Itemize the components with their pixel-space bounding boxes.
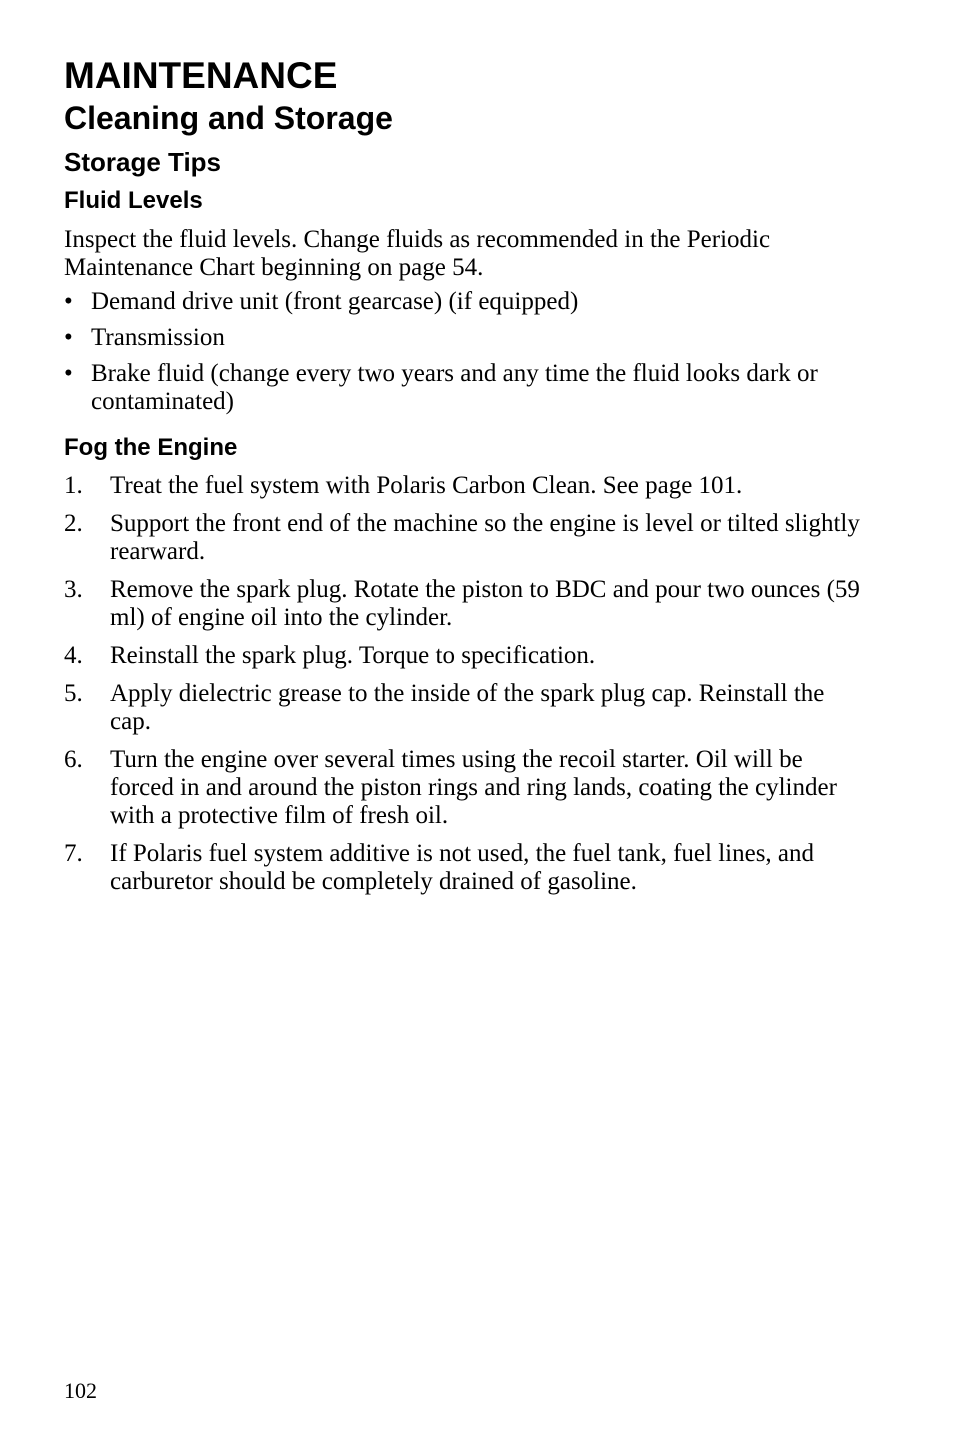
step-number: 2. <box>64 510 83 537</box>
step-number: 1. <box>64 472 83 499</box>
step-text: If Polaris fuel system additive is not used, the fuel tank, fuel lines, and carburetor should be completely drained of gasoline. <box>110 840 815 895</box>
step-text: Support the front end of the machine so the engine is level or tilted slightly rearward. <box>110 510 860 565</box>
step-item <box>64 840 864 896</box>
step-text: Apply dielectric grease to the inside of the spark plug cap. Reinstall the cap. <box>110 680 825 735</box>
bullet-mark: • <box>64 288 73 315</box>
list-item <box>64 288 864 316</box>
fog-engine-heading: Fog the Engine <box>64 434 238 461</box>
list-item-text: Brake fluid (change every two years and any time the fluid looks dark or contaminated) <box>91 360 818 415</box>
page-title: Cleaning and Storage <box>64 100 393 136</box>
list-item <box>64 324 864 352</box>
page-number: 102 <box>64 1378 97 1403</box>
fluid-levels-list <box>64 288 864 424</box>
list-item-text: Demand drive unit (front gearcase) (if equipped) <box>91 288 579 315</box>
section-heading: MAINTENANCE <box>64 55 338 96</box>
step-item <box>64 510 864 566</box>
step-text: Reinstall the spark plug. Torque to specification. <box>110 642 596 669</box>
step-text: Turn the engine over several times using the recoil starter. Oil will be forced in and around the piston rings and ring lands, coating the cylinder with a protective film of fresh oil. <box>110 746 837 829</box>
fluid-levels-intro: Inspect the fluid levels. Change fluids as recommended in the Periodic Maintenance Chart beginning on page 54. <box>64 226 771 281</box>
step-number: 3. <box>64 576 83 603</box>
step-item <box>64 576 864 632</box>
step-number: 4. <box>64 642 83 669</box>
step-number: 7. <box>64 840 83 867</box>
fog-engine-steps <box>64 472 864 906</box>
step-item <box>64 472 864 500</box>
bullet-mark: • <box>64 324 73 351</box>
step-number: 6. <box>64 746 83 773</box>
fluid-levels-heading: Fluid Levels <box>64 187 203 214</box>
step-item <box>64 642 864 670</box>
step-item <box>64 746 864 830</box>
subsection-heading: Storage Tips <box>64 147 222 177</box>
list-item-text: Transmission <box>91 324 225 351</box>
step-text: Treat the fuel system with Polaris Carbon Clean. See page 101. <box>110 472 743 499</box>
bullet-mark: • <box>64 360 73 387</box>
step-item <box>64 680 864 736</box>
list-item <box>64 360 864 416</box>
step-text: Remove the spark plug. Rotate the piston to BDC and pour two ounces (59 ml) of engine oil into the cylinder. <box>110 576 860 631</box>
step-number: 5. <box>64 680 83 707</box>
